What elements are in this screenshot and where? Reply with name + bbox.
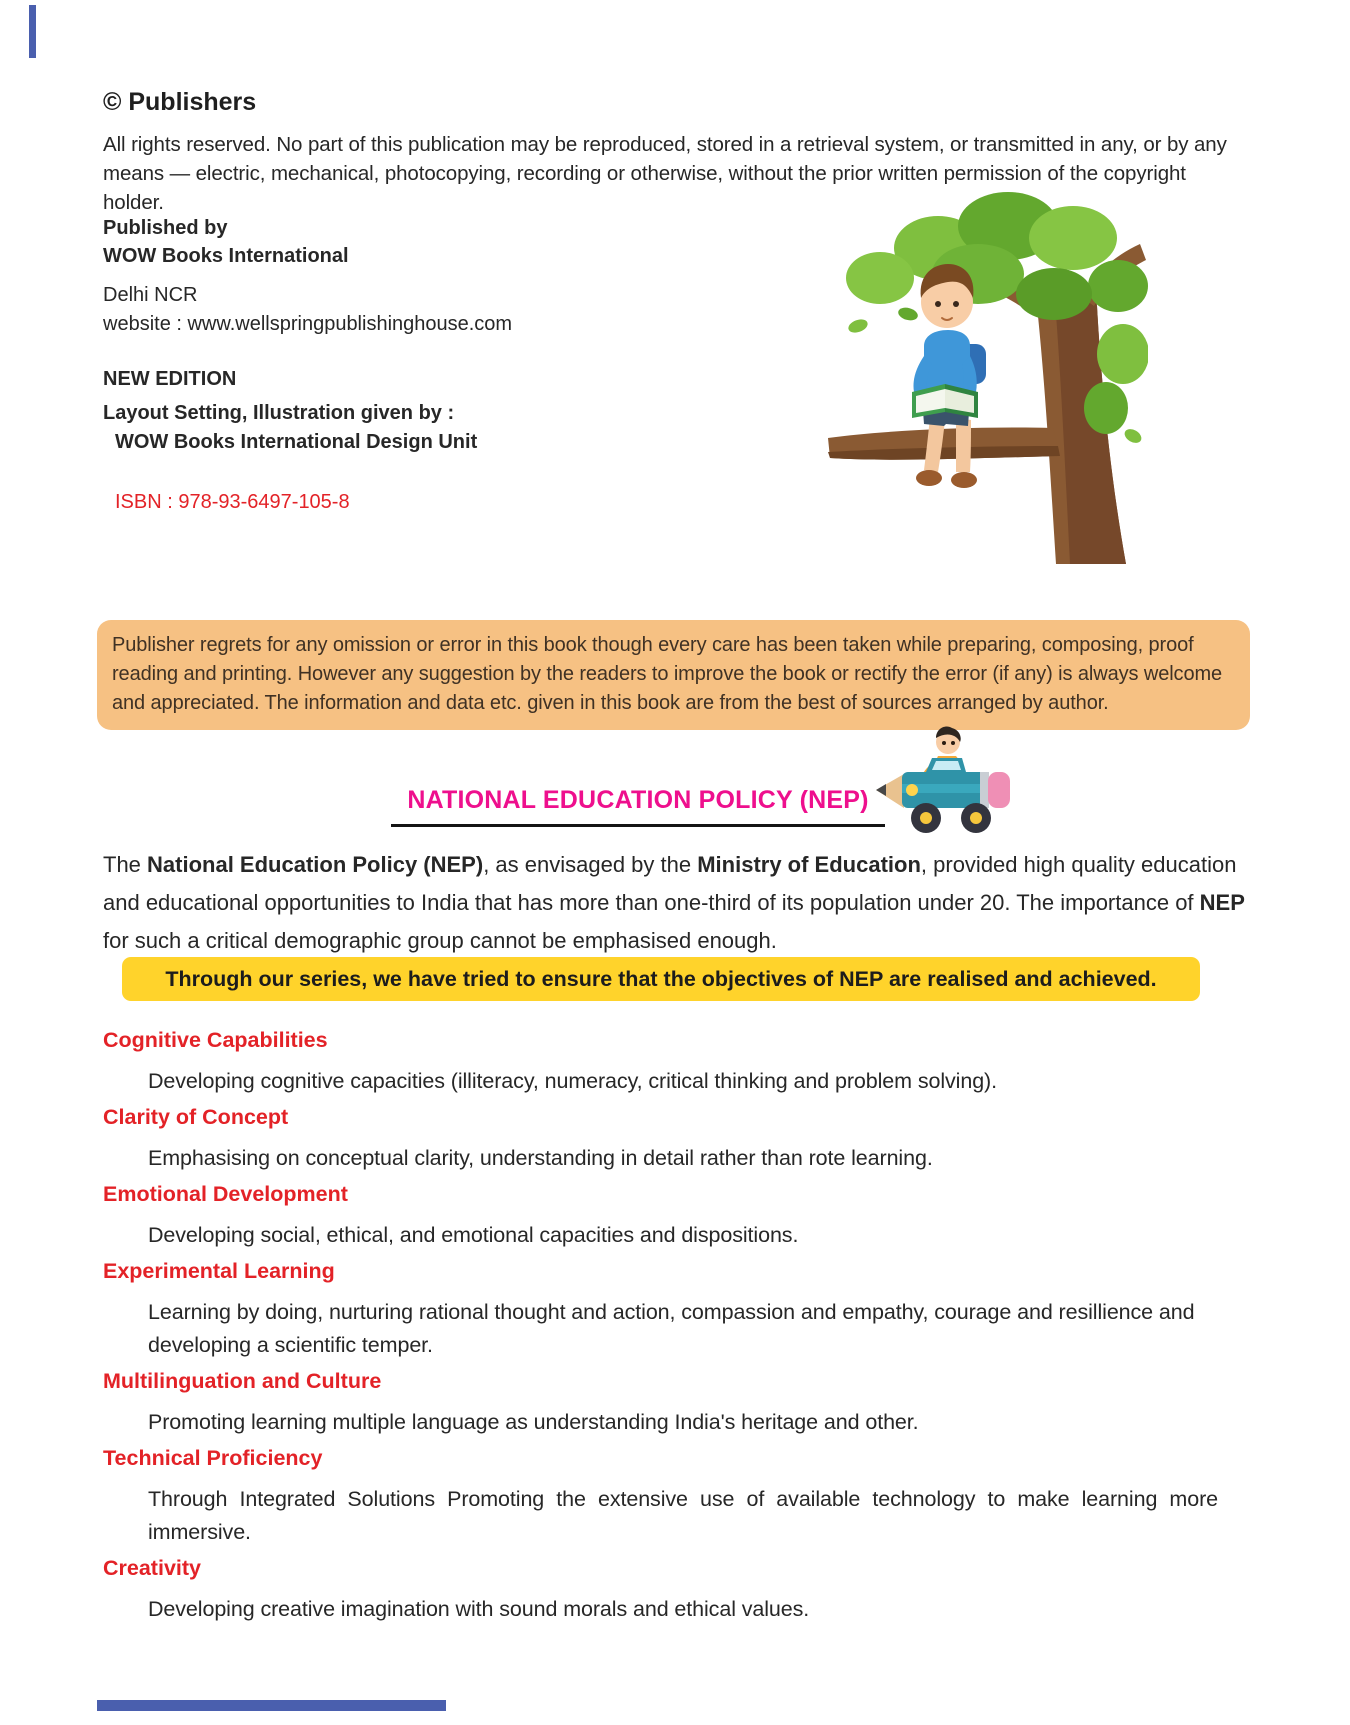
tree-boy-illustration <box>818 186 1148 566</box>
edition-label: NEW EDITION <box>103 368 237 390</box>
publisher-location: Delhi NCR <box>103 284 198 306</box>
section-body: Emphasising on conceptual clarity, understanding in detail rather than rote learning. <box>148 1146 933 1170</box>
intro-text: The <box>103 852 148 877</box>
published-by-label: Published by <box>103 217 228 239</box>
copyright-title: © Publishers <box>103 88 257 116</box>
nep-section <box>103 1103 1253 1175</box>
section-body: Promoting learning multiple language as understanding India's heritage and other. <box>148 1410 919 1434</box>
section-title: Multilinguation and Culture <box>103 1369 382 1393</box>
section-title: Experimental Learning <box>103 1259 335 1283</box>
layout-credit-value: WOW Books International Design Unit <box>115 431 478 453</box>
section-title: Creativity <box>103 1556 201 1580</box>
intro-text: , provided high quality education and educational opportunities to India that has more than one-third of its population under 20. The importance of <box>103 852 1237 915</box>
isbn-number: ISBN : 978-93-6497-105-8 <box>115 491 350 513</box>
copyright-notice: All rights reserved. No part of this publication may be reproduced, stored in a retrieval system, or transmitted in any, or by any means — electric, mechanical, photocopying, recording or otherwise, without the prior written permission of the copyright holder. <box>103 133 1227 214</box>
section-title: Technical Proficiency <box>103 1446 323 1470</box>
pencil-car-illustration <box>874 726 1014 838</box>
publisher-website: website : www.wellspringpublishinghouse.com <box>103 313 513 335</box>
publisher-disclaimer-box: Publisher regrets for any omission or error in this book though every care has been taken while preparing, composing, proof reading and printing. However any suggestion by the readers to improve the book or rectify the error (if any) is always welcome and appreciated. The information and data etc. given in this book are from the best of sources arranged by author. <box>97 620 1250 730</box>
page-bleed-mark-top <box>29 5 36 58</box>
nep-heading: NATIONAL EDUCATION POLICY (NEP) <box>391 786 884 827</box>
page-bleed-mark-bottom <box>97 1700 446 1711</box>
layout-credit-label: Layout Setting, Illustration given by : <box>103 402 455 424</box>
section-body: Developing cognitive capacities (illiteracy, numeracy, critical thinking and problem solving). <box>148 1069 997 1093</box>
section-body: Learning by doing, nurturing rational thought and action, compassion and empathy, courage and resillience and developing a scientific temper. <box>148 1300 1195 1357</box>
nep-section <box>103 1180 1253 1252</box>
intro-text: , as envisaged by the <box>483 852 698 877</box>
section-title: Clarity of Concept <box>103 1105 289 1129</box>
nep-section <box>103 1367 1253 1439</box>
nep-section <box>103 1554 1253 1626</box>
section-title: Cognitive Capabilities <box>103 1028 328 1052</box>
section-body: Developing social, ethical, and emotional capacities and dispositions. <box>148 1223 799 1247</box>
intro-bold-nep: NEP <box>1199 890 1245 915</box>
intro-text: for such a critical demographic group cannot be emphasised enough. <box>103 928 777 953</box>
section-title: Emotional Development <box>103 1182 348 1206</box>
nep-sections-list <box>103 1026 1253 1631</box>
intro-bold-ministry: Ministry of Education <box>697 852 921 877</box>
nep-intro-paragraph <box>103 846 1253 960</box>
nep-section <box>103 1257 1253 1362</box>
nep-objectives-banner: Through our series, we have tried to ensure that the objectives of NEP are realised and achieved. <box>122 957 1200 1001</box>
intro-bold-nep-policy: National Education Policy (NEP) <box>147 852 484 877</box>
nep-section <box>103 1444 1253 1549</box>
section-body: Through Integrated Solutions Promoting the extensive use of available technology to make learning more immersive. <box>148 1487 1218 1544</box>
publisher-name: WOW Books International <box>103 245 349 267</box>
section-body: Developing creative imagination with sound morals and ethical values. <box>148 1597 810 1621</box>
nep-section <box>103 1026 1253 1098</box>
